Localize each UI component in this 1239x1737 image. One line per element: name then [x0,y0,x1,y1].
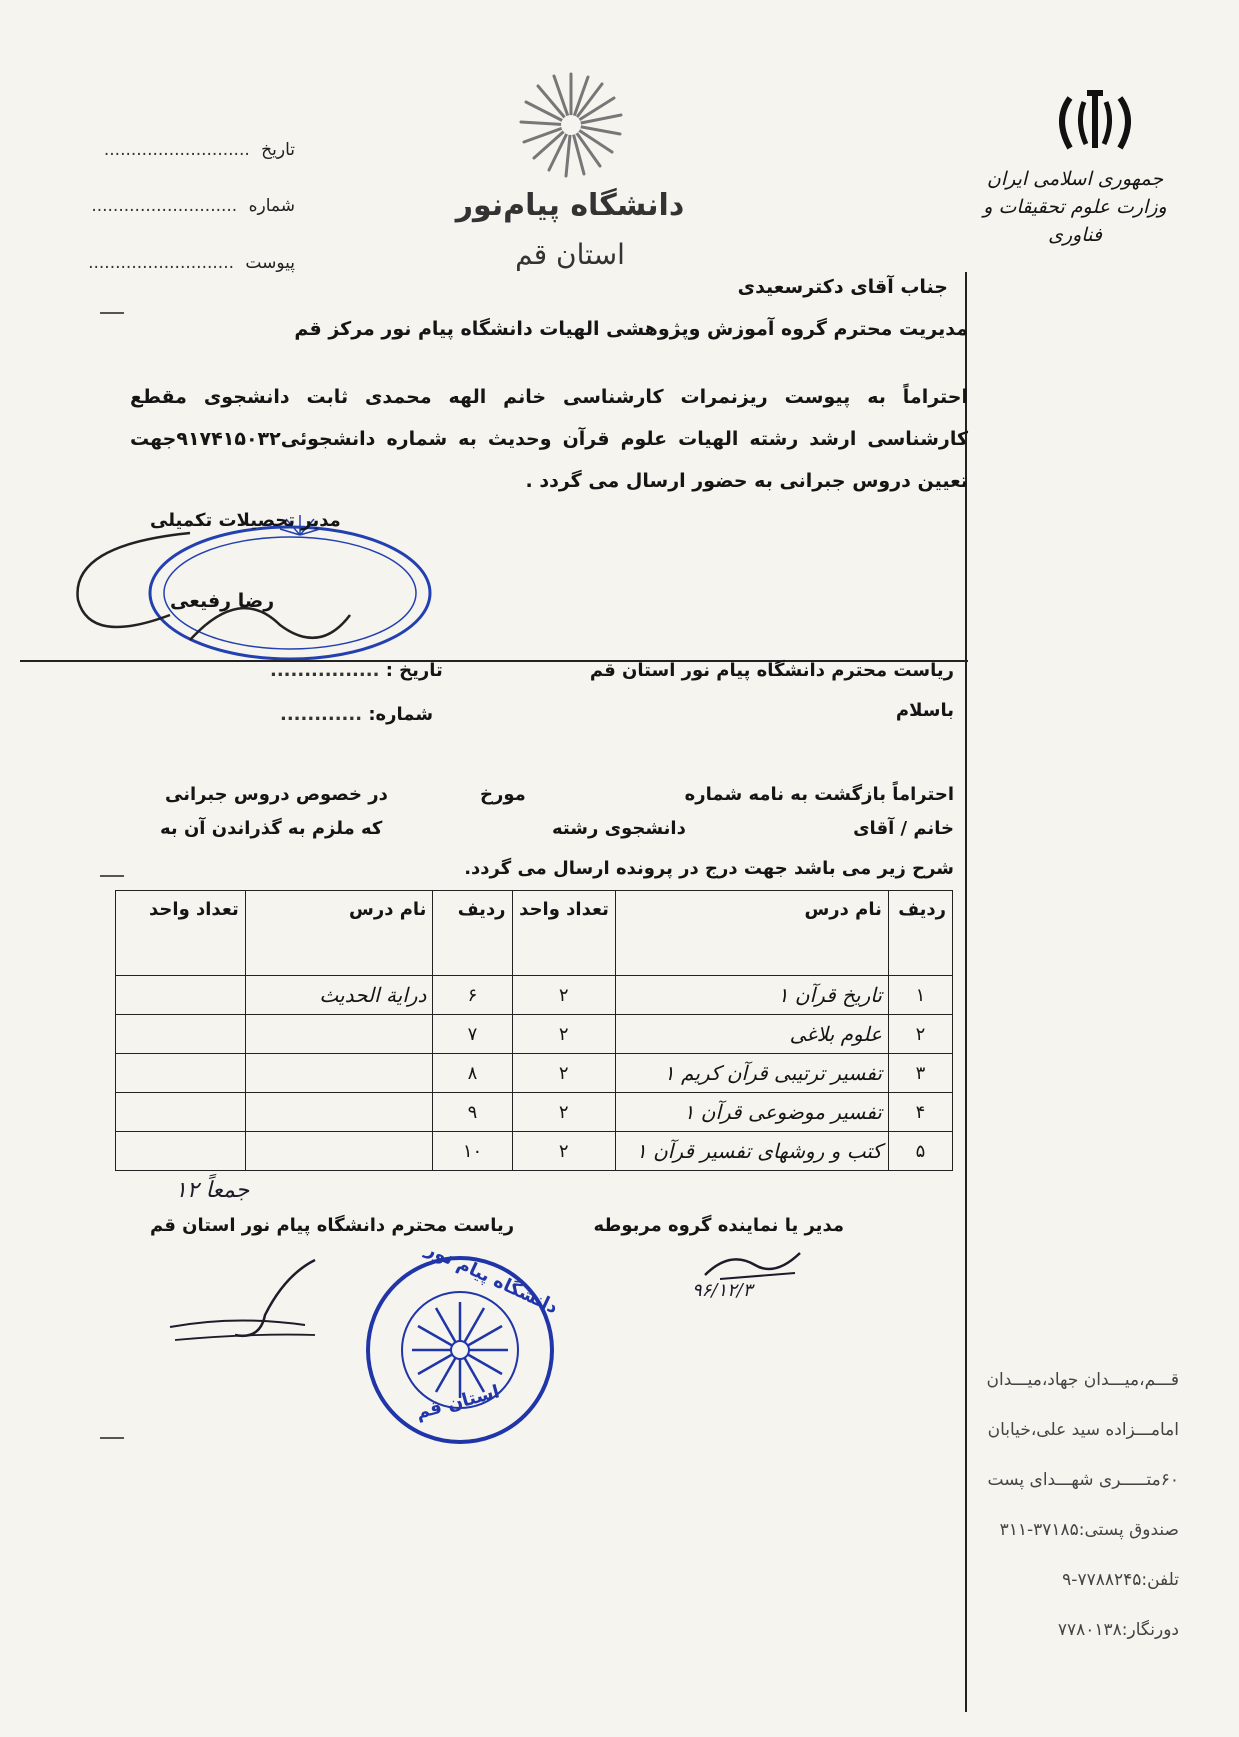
cell-row: ۵ [888,1132,952,1171]
cell-row: ۱ [888,976,952,1015]
date-label-2: تاریخ : [385,660,443,681]
cell-units [116,1054,246,1093]
col-units-1: تعداد واحد [512,891,615,976]
province-name: استان قم [515,238,625,271]
date-field [55,140,295,160]
letter-2-line-2c: که ملزم به گذراندن آن به [160,818,383,839]
cell-course: علوم بلاغی [615,1015,888,1054]
attachment-blank: ........................... [88,253,234,273]
seal-text-bottom: استان قم [413,1381,502,1424]
address-line: امامـــزاده سید علی،خیابان [987,1420,1179,1440]
ministry-name [960,165,1190,249]
number-blank: ........................... [91,196,238,216]
greeting: باسلام [895,700,954,721]
university-name: دانشگاه پیام‌نور [455,188,685,223]
cell-course: درایة الحدیث [245,976,433,1015]
address-line: تلفن:۷۷۸۸۲۴۵-۹ [1062,1570,1179,1590]
group-manager-title: مدیر یا نماینده گروه مربوطه [593,1215,844,1236]
letter-2-line-3: شرح زیر می باشد جهت درج در پرونده ارسال می گردد. [464,858,954,879]
cell-course [245,1093,433,1132]
address-line: ۶۰متـــــری شهـــدای پست [987,1470,1179,1490]
address-line: قـــم،میـــدان جهاد،میـــدان [986,1370,1179,1390]
cell-course: تفسیر موضوعی قرآن ۱ [615,1093,888,1132]
cell-units: ۲ [512,1054,615,1093]
cell-course: تفسیر ترتیبی قرآن کریم ۱ [615,1054,888,1093]
table-row [116,976,953,1015]
table-header-row [116,891,953,976]
group-manager-signature [700,1245,810,1285]
signer-name: رضا رفیعی [170,590,275,612]
number-value-2: ............ [280,704,363,725]
cell-course: کتب و روشهای تفسیر قرآن ۱ [615,1132,888,1171]
group-manager-date: ۹۶/۱۲/۳ [692,1280,753,1301]
hole-punch-mark [100,312,124,314]
addressee: ریاست محترم دانشگاه پیام نور استان قم [589,660,954,681]
president-signature [165,1255,345,1355]
cell-row: ۱۰ [433,1132,512,1171]
letter-2-line-1a: احتراماً بازگشت به نامه شماره [684,784,954,805]
seal-text-top: دانشگاه پیام نور [422,1238,562,1319]
cell-row: ۶ [433,976,512,1015]
cell-row: ۲ [888,1015,952,1054]
table-row [116,1093,953,1132]
col-course-2: نام درس [245,891,433,976]
cell-row: ۴ [888,1093,952,1132]
cell-units [116,1015,246,1054]
col-row-1: ردیف [888,891,952,976]
address-line: دورنگار:۷۷۸۰۱۳۸ [1057,1620,1179,1640]
cell-units [116,1132,246,1171]
table-row [116,1054,953,1093]
signer-title: مدیر تحصیلات تکمیلی [150,510,341,531]
cell-units: ۲ [512,1132,615,1171]
cell-row: ۳ [888,1054,952,1093]
cell-units: ۲ [512,976,615,1015]
total-units-note: جمعاً ۱۲ [175,1178,250,1203]
table-row [116,1132,953,1171]
date-value-2: ................ [270,660,380,681]
letter-1 [130,270,968,502]
cell-row: ۸ [433,1054,512,1093]
cell-course: تاریخ قرآن ۱ [615,976,888,1015]
cell-course [245,1015,433,1054]
number-label-2: شماره: [368,704,434,725]
col-course-1: نام درس [615,891,888,976]
recipient: جناب آقای دکترسعیدی [737,276,948,298]
cell-units: ۲ [512,1093,615,1132]
university-logo-icon [516,70,626,180]
date-field-2 [270,660,443,681]
number-field-2 [280,704,433,725]
address-block [919,1355,1179,1655]
attachment-label: پیوست [245,253,295,273]
date-label: تاریخ [261,140,295,160]
organization: مدیریت محترم گروه آموزش وپژوهشی الهیات دانشگاه پیام نور مرکز قم [294,318,968,340]
number-field [55,196,295,216]
cell-row: ۷ [433,1015,512,1054]
course-table [115,890,953,1171]
col-row-2: ردیف [433,891,512,976]
ministry-line-1: جمهوری اسلامی ایران [986,168,1164,190]
cell-units: ۲ [512,1015,615,1054]
ministry-line-2: وزارت علوم تحقیقات و فناوری [983,196,1167,246]
number-label: شماره [248,196,295,216]
hole-punch-mark [100,1437,124,1439]
university-seal [360,1250,560,1450]
col-units-2: تعداد واحد [116,891,246,976]
date-blank: ........................... [103,140,250,160]
president-title: ریاست محترم دانشگاه پیام نور استان قم [150,1215,515,1236]
cell-course [245,1132,433,1171]
letter-body: احتراماً به پیوست ریزنمرات کارشناسی خانم الهه محمدی ثابت دانشجوی مقطع کارشناسی ارشد رشته الهیات علوم قرآن وحدیث به شماره دانشجوئی۹۱۷۴۱۵۰۳۲جهت تعیین دروس جبرانی به حضور ارسال می گردد . [130,386,968,492]
address-line: صندوق پستی:۳۷۱۸۵-۳۱۱ [999,1520,1179,1540]
letter-2-line-2a: خانم / آقای [853,818,954,839]
letter-2-line-1b: مورخ [480,784,526,805]
letter-2-line-2b: دانشجوی رشته [552,818,686,839]
table-row [116,1015,953,1054]
iran-emblem-icon [1040,88,1150,158]
cell-course [245,1054,433,1093]
cell-units [116,976,246,1015]
letter-2-line-1c: در خصوص دروس جبرانی [165,784,388,805]
hole-punch-mark [100,875,124,877]
cell-units [116,1093,246,1132]
cell-row: ۹ [433,1093,512,1132]
